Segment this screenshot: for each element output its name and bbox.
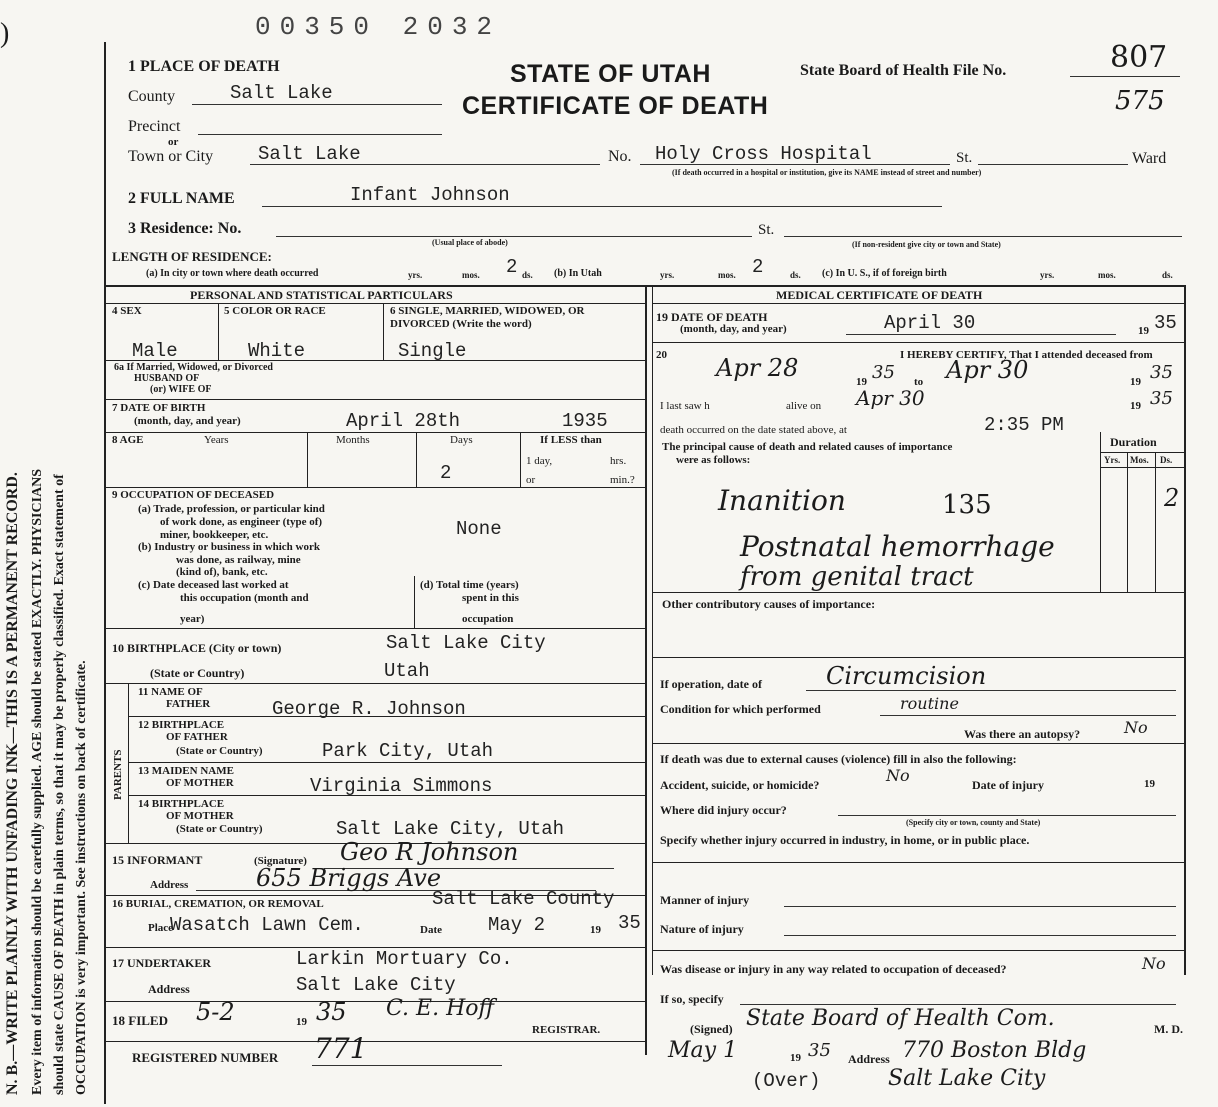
manner-label: Manner of injury <box>660 893 750 907</box>
residence-mos-utah: mos. <box>718 270 736 280</box>
birthplace-label: 10 BIRTHPLACE (City or town) <box>112 641 282 655</box>
md-label: M. D. <box>1154 1022 1183 1036</box>
autopsy-value: No <box>1124 718 1148 737</box>
informant-address-label: Address <box>150 879 189 891</box>
age-years-label: Years <box>204 434 229 446</box>
form-left-border <box>104 42 106 1104</box>
residence-yrs-utah: yrs. <box>660 270 675 280</box>
dod-label-1: 19 DATE OF DEATH <box>656 310 768 324</box>
medical-header: MEDICAL CERTIFICATE OF DEATH <box>776 288 983 302</box>
dob-label-1: 7 DATE OF BIRTH <box>112 402 206 414</box>
cert-number: 20 <box>656 349 667 361</box>
attended-from: Apr 28 <box>716 354 799 382</box>
street-no-label: No. <box>608 148 632 165</box>
signed-address-label: Address <box>848 1052 890 1066</box>
dod-year: 35 <box>1154 312 1177 334</box>
occ-d2: spent in this <box>462 592 519 604</box>
to-year: 35 <box>1150 362 1173 383</box>
birthplace-city: Salt Lake City <box>386 632 546 654</box>
dob-label-2: (month, day, and year) <box>134 415 241 427</box>
last-year: 35 <box>1150 388 1173 409</box>
registered-number: 771 <box>314 1032 368 1065</box>
margin-notice-3: should state CAUSE OF DEATH in plain terms, so that it may be properly classified. Exact statement of <box>52 474 67 1095</box>
burial-year: 35 <box>618 912 641 934</box>
state-title: STATE OF UTAH <box>510 60 711 88</box>
certify-text: I HEREBY CERTIFY, That I attended deceased from <box>900 349 1153 361</box>
last-19: 19 <box>1130 400 1141 412</box>
residence-label: 3 Residence: No. <box>128 220 242 237</box>
personal-header: PERSONAL AND STATISTICAL PARTICULARS <box>190 288 453 302</box>
sex-label: 4 SEX <box>112 305 142 317</box>
specify-injury-label: Specify whether injury occurred in industry, in home, or in public place. <box>660 833 1030 847</box>
occ-b2: was done, as railway, mine <box>176 554 301 566</box>
occ-a1: (a) Trade, profession, or particular kind <box>138 503 325 515</box>
occ-a3: miner, bookkeeper, etc. <box>160 529 269 541</box>
burial-place-label: Place <box>148 922 174 934</box>
occ-c2: this occupation (month and <box>180 592 309 604</box>
occ-d1: (d) Total time (years) <box>420 579 519 591</box>
fbirth-label-3: (State or Country) <box>176 745 263 757</box>
filed-19: 19 <box>296 1016 307 1028</box>
to-label: to <box>914 376 924 388</box>
age-days-value: 2 <box>440 462 452 484</box>
mbirth-label-3: (State or Country) <box>176 823 263 835</box>
father-birthplace: Park City, Utah <box>322 740 494 762</box>
death-at-label: death occurred on the date stated above, at <box>660 424 847 436</box>
length-residence-label: LENGTH OF RESIDENCE: <box>112 249 272 264</box>
file-number-2: 575 <box>1115 86 1165 116</box>
full-name-label: 2 FULL NAME <box>128 190 235 207</box>
age-label: 8 AGE <box>112 434 144 446</box>
cause-2: Postnatal hemorrhage <box>740 530 1055 563</box>
signed-value: State Board of Health Com. <box>746 1006 1055 1031</box>
occ-a2: of work done, as engineer (type of) <box>160 516 323 528</box>
residence-ds: ds. <box>522 270 533 280</box>
from-year: 35 <box>872 362 895 383</box>
occ-c3: year) <box>180 613 205 625</box>
undertaker-value: Larkin Mortuary Co. <box>296 948 513 970</box>
accident-label: Accident, suicide, or homicide? <box>660 778 820 792</box>
mother-label-1: 13 MAIDEN NAME <box>138 765 234 777</box>
injury-19: 19 <box>1144 778 1155 790</box>
town-label: Town or City <box>128 148 214 165</box>
autopsy-label: Was there an autopsy? <box>964 727 1081 741</box>
certificate-title: CERTIFICATE OF DEATH <box>462 92 769 120</box>
residence-st-label: St. <box>758 222 775 238</box>
alive-on-label: alive on <box>786 400 822 412</box>
marital-value: Single <box>398 340 467 362</box>
dod-value: April 30 <box>884 312 976 334</box>
residence-days-utah: 2 <box>752 256 764 278</box>
dob-year: 1935 <box>562 410 608 432</box>
father-name: George R. Johnson <box>272 698 466 720</box>
operation-value: Circumcision <box>826 662 987 690</box>
mother-label-2: OF MOTHER <box>166 777 234 789</box>
spouse-label-2: HUSBAND OF <box>134 373 200 384</box>
residence-yrs: yrs. <box>408 270 423 280</box>
color-label: 5 COLOR OR RACE <box>224 305 326 317</box>
sex-value: Male <box>132 340 178 362</box>
cause-label-1: The principal cause of death and related causes of importance <box>662 441 953 453</box>
corner-mark: ) <box>0 18 10 49</box>
county-label: County <box>128 88 176 105</box>
accident-value: No <box>886 766 910 785</box>
residence-yrs-us: yrs. <box>1040 270 1055 280</box>
dod-label-2: (month, day, and year) <box>680 323 787 335</box>
margin-notice-1: N. B.—WRITE PLAINLY WITH UNFADING INK—THIS IS A PERMANENT RECORD. <box>4 472 21 1095</box>
street-no-value: Holy Cross Hospital <box>655 143 872 165</box>
column-divider <box>645 285 647 1055</box>
cause-label-2: were as follows: <box>676 454 751 466</box>
spouse-label-3: (or) WIFE OF <box>150 384 212 395</box>
mbirth-label-2: OF MOTHER <box>166 810 234 822</box>
cause-code: 135 <box>942 490 992 520</box>
margin-notice-2: Every item of information should be carefully supplied. AGE should be stated EXACTLY. PHYSICIANS <box>30 468 45 1095</box>
signed-19: 19 <box>790 1052 801 1064</box>
file-number: 807 <box>1110 40 1168 75</box>
over-label: (Over) <box>752 1070 821 1092</box>
external-causes-label: If death was due to external causes (violence) fill in also the following: <box>660 752 1017 766</box>
father-label-2: FATHER <box>166 698 211 710</box>
registered-number-label: REGISTERED NUMBER <box>132 1050 279 1065</box>
injury-date-label: Date of injury <box>972 778 1044 792</box>
burial-value: Salt Lake County <box>432 888 615 910</box>
parents-label: PARENTS <box>112 749 124 800</box>
burial-date: May 2 <box>488 914 546 936</box>
min-label: min.? <box>610 474 635 486</box>
from-19: 19 <box>856 376 867 388</box>
undertaker-address-label: Address <box>148 982 190 996</box>
or-min-label: or <box>526 474 536 486</box>
residence-mos-us: mos. <box>1098 270 1116 280</box>
burial-date-label: Date <box>420 924 442 936</box>
residence-ds-utah: ds. <box>790 270 801 280</box>
occ-b1: (b) Industry or business in which work <box>138 541 320 553</box>
signed-address: 770 Boston Bldg <box>902 1038 1087 1063</box>
residence-days-city: 2 <box>506 256 518 278</box>
burial-year-pre: 19 <box>590 924 601 936</box>
informant-address: 655 Briggs Ave <box>256 864 442 892</box>
one-day-label: 1 day, <box>526 455 553 467</box>
occ-c1: (c) Date deceased last worked at <box>138 579 289 591</box>
cause-1: Inanition <box>718 484 846 517</box>
occupation-related-value: No <box>1142 954 1166 973</box>
filed-label: 18 FILED <box>112 1013 168 1028</box>
signed-city: Salt Lake City <box>888 1066 1046 1091</box>
other-causes-label: Other contributory causes of importance: <box>662 597 876 611</box>
duration-label: Duration <box>1110 435 1157 449</box>
last-saw-value: Apr 30 <box>856 386 925 410</box>
signed-year: 35 <box>808 1040 831 1061</box>
fbirth-label-1: 12 BIRTHPLACE <box>138 719 225 731</box>
residence-city-label: (a) In city or town where death occurred <box>146 268 319 279</box>
marital-label: 6 SINGLE, MARRIED, WIDOWED, OR DIVORCED (Write the word) <box>390 305 585 330</box>
undertaker-address: Salt Lake City <box>296 974 456 996</box>
registrar-signature: C. E. Hoff <box>386 996 495 1021</box>
file-no-label: State Board of Health File No. <box>800 62 1007 79</box>
occ-d3: occupation <box>462 613 514 625</box>
residence-us-label: (c) In U. S., if of foreign birth <box>822 268 947 279</box>
spouse-label-1: 6a If Married, Widowed, or Divorced <box>114 362 273 373</box>
county-value: Salt Lake <box>230 82 333 104</box>
nonresident-note: (If non-resident give city or town and State) <box>852 240 1001 249</box>
to-19: 19 <box>1130 376 1141 388</box>
informant-signature: Geo R Johnson <box>340 838 519 866</box>
occupation-label: 9 OCCUPATION OF DECEASED <box>112 489 275 501</box>
mbirth-label-1: 14 BIRTHPLACE <box>138 798 225 810</box>
age-days-label: Days <box>450 434 473 446</box>
ifso-label: If so, specify <box>660 992 724 1006</box>
attended-to: Apr 30 <box>946 356 1029 384</box>
hospital-note: (If death occurred in a hospital or institution, give its NAME instead of street and number) <box>672 168 982 177</box>
where-note: (Specify city or town, county and State) <box>906 818 1041 827</box>
dod-19: 19 <box>1138 325 1149 337</box>
condition-value: routine <box>900 694 959 713</box>
fbirth-label-2: OF FATHER <box>166 731 228 743</box>
residence-utah-label: (b) In Utah <box>554 268 602 279</box>
signed-date: May 1 <box>668 1038 738 1063</box>
duration-ds: Ds. <box>1160 455 1173 465</box>
occupation-value: None <box>456 518 502 540</box>
occ-b3: (kind of), bank, etc. <box>176 566 268 578</box>
filed-year: 35 <box>316 998 347 1026</box>
burial-label: 16 BURIAL, CREMATION, OR REMOVAL <box>112 898 324 910</box>
place-section-label: 1 PLACE OF DEATH <box>128 58 280 75</box>
informant-label: 15 INFORMANT <box>112 853 203 867</box>
death-time: 2:35 PM <box>984 414 1064 436</box>
age-months-label: Months <box>336 434 370 446</box>
usual-abode-note: (Usual place of abode) <box>432 238 508 247</box>
mother-name: Virginia Simmons <box>310 775 493 797</box>
precinct-or: or <box>168 136 179 148</box>
last-saw-label: I last saw h <box>660 400 710 412</box>
serial-number: 00350 2032 <box>255 12 502 42</box>
signed-label: (Signed) <box>690 1022 733 1036</box>
ward-label: Ward <box>1132 150 1167 167</box>
filed-date: 5-2 <box>196 998 235 1026</box>
duration-mos: Mos. <box>1130 455 1149 465</box>
undertaker-label: 17 UNDERTAKER <box>112 956 212 970</box>
occupation-related-label: Was disease or injury in any way related to occupation of deceased? <box>660 962 1007 976</box>
nature-label: Nature of injury <box>660 922 744 936</box>
less-than-label: If LESS than <box>540 434 602 446</box>
signature-label: (Signature) <box>254 855 307 867</box>
dob-value: April 28th <box>346 410 461 432</box>
birthplace-state-label: (State or Country) <box>150 666 245 680</box>
registrar-label: REGISTRAR. <box>532 1024 601 1036</box>
mother-birthplace: Salt Lake City, Utah <box>336 818 565 840</box>
where-label: Where did injury occur? <box>660 803 787 817</box>
margin-notice-4: OCCUPATION is very important. See instructions on back of certificate. <box>74 660 89 1095</box>
burial-place: Wasatch Lawn Cem. <box>170 914 364 936</box>
st-label: St. <box>956 150 973 166</box>
cause-duration-days: 2 <box>1164 484 1180 512</box>
precinct-label: Precinct <box>128 118 181 135</box>
condition-label: Condition for which performed <box>660 702 821 716</box>
full-name-value: Infant Johnson <box>350 184 510 206</box>
hrs-label: hrs. <box>610 455 627 467</box>
birthplace-state: Utah <box>384 660 430 682</box>
operation-label: If operation, date of <box>660 677 762 691</box>
duration-yrs: Yrs. <box>1104 455 1121 465</box>
cause-3: from genital tract <box>740 562 974 592</box>
father-label-1: 11 NAME OF <box>138 686 203 698</box>
residence-mos: mos. <box>462 270 480 280</box>
color-value: White <box>248 340 306 362</box>
town-value: Salt Lake <box>258 143 361 165</box>
residence-ds-us: ds. <box>1162 270 1173 280</box>
